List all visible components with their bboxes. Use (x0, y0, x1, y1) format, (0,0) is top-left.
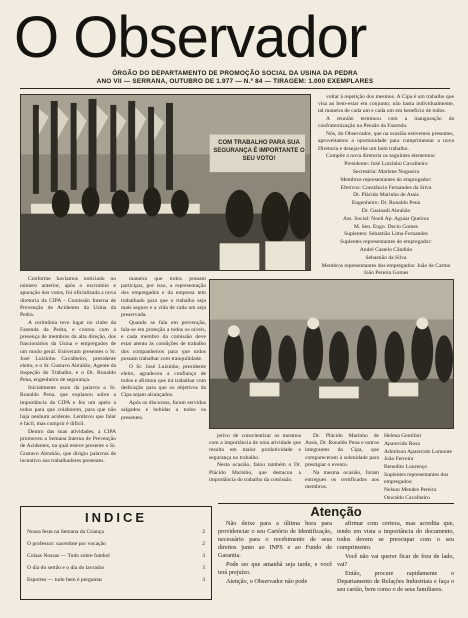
article-column-3: jetivo de conscientizar os mesmos com a importância de uma atividade que resulta em maior produtividade e segurança no trabalho. Nesta ocasião, falou também o Dr. Plácido Marinho, que destacou a importância do trabalho da comissão. (209, 433, 301, 483)
attention-left-column: Não deixe para a última hora para providenciar o seu Cartório de Identificação, necessário para o recebimento de seus direitos junto ao INPS e ao Fundo de Garantia. Pode ser que amanhã seja tarde, e você terá prejuízo. Atenção, o Observador não pode (218, 520, 332, 585)
index-item: O professor: sacerdote por vocação 2 (27, 541, 205, 547)
issue-line: ANO VII — SERRANA, OUTUBRO DE 1.977 — N.º 84 — TIRAGEM: 1.000 EXEMPLARES (96, 78, 374, 85)
org-line: ÓRGÃO DO DEPARTAMENTO DE PROMOÇÃO SOCIAL DA USINA DA PEDRA (112, 70, 358, 77)
article-column-2: maneira que todos possam participar, por isso, a representação dos empregados e da empresa tem trabalhado para que o trabalho seja mais seguro e a vida de cada um seja preservada. Quando se fala em prevenção, fala-se em proteção a todos os níveis, e cada membro da comissão deve estar atento às condições de trabalho dos companheiros para que todos possam trabalhar com tranquilidade. O Sr. José Luizinho, presidente eleito, agradeceu a confiança de todos e afirmou que irá trabalhar com dedicação para que os objetivos da Cipa sejam alcançados. Após os discursos, foram servidos salgados e bebidas a todos os presentes. (121, 276, 206, 421)
index-item: Coisas Nossas — Tudo sobre futebol 3 (27, 553, 205, 559)
ceremony-photo (20, 94, 311, 271)
attention-title: Atenção (310, 504, 362, 519)
newspaper-title: O Observador (14, 5, 367, 70)
gathering-photo (209, 279, 454, 429)
masthead-divider (20, 88, 450, 89)
attention-right-column: afirmar com certeza, mas acredita que, tendo em vista a importância do documento, todos devem se preocupar com o seu cumprimento. Você não vai querer ficar de fora de lado, vai? Então, procure rapidamente o Departamento de Relações Industriais e faça o seu cartão, bem como o de seus familiares. (337, 520, 454, 593)
index-title: INDICE (84, 510, 148, 525)
index-item: O dia do sertão e o dia do lavrador 3 (27, 565, 205, 571)
index-item: Nossa festa na Semana da Criança 2 (27, 529, 205, 535)
index-box (20, 506, 212, 600)
article-column-1: Conforme havíamos noticiado no número anterior, após o escrutínio e apuração dos votos, foi oficializada a nova diretoria da CIPA - Comissão Interna de Prevenção de Acidentes da Usina da Pedra. A cerimônia teve lugar no clube da Fazenda da Pedra, e contou com a presença de membros da alta direção, dos funcionários da Usina e empregados de um modo geral. Estiveram presentes o Sr. José Luizinho Cavalheiro, presidente eleito, e o Sr. Gustavo Abrahão, Agente da Inspeção do Trabalho, e o Dr. Ronaldo Pena, engenheiro de segurança. Inicialmente usou da palavra o Sr. Ronaldo Pena, que explanou sobre a importância da CIPA e fez um apelo a todos para que colaborem, para que não haja nenhum acidente. Lembrou que falar é fácil, mas cumprir é difícil. Dentro das suas atividades, a CIPA promoveu a Semana Interna de Prevenção de Acidentes, na qual esteve presente o Sr. Gustavo Abrahão, que dirigiu palavras de incentivo aos trabalhadores presentes. (20, 276, 116, 464)
article-column-5: Helena Gentilini Aparecido Rosa Admilson Aparecido Lumonte João Ferreira Benedito Lourenço Suplentes representantes dos empregados: Nelson Mendes Pereira Oswaldo Cavalheiro (384, 433, 453, 499)
banner-text: COM TRABALHO PARA SUA SEGURANÇA É IMPORTANTE O SEU VOTO! (213, 140, 305, 162)
right-column-text: voltar à repetição dos mesmos. A Cipa é um trabalho que visa ao bem-estar em conjunto; não basta individualmente, tal maneira de cada um e cada um em benefício de todos. A reunião terminou com a inauguração da confraternização na Pensão da Fazenda. Nós, do Observador, que na ocasião estivemos presentes, aproveitamos a oportunidade para cumprimentar a nova Diretoria e desejar-lhe um bom trabalho. Compõe a nova diretoria os seguintes elementos: Presidente: José Luizinho Cavalheiro Secretária: Marlene Nogueira Membros representantes do empregador: Efetivos: Constâncio Fernandes da Silva Dr. Plácido Marinho de Assis Engenheiro: Dr. Ronaldo Pena Dr. Gasinadi Abrahão Ass. Social: Noeli Ap. Aguiar Queiroz M. Sen. Engo. Decio Gomes Suplentes: Sebastião Lima Fernandes Suplentes representantes do empregador: André Castelo Cândido Sebastião da Silva Membros representantes dos empregados: João de Carmo João Pereira Gomes (318, 94, 454, 276)
article-column-4: Dr. Plácido Marinho de Assis, Dr. Ronaldo Pena e outros integrantes da Cipa, que compareceram à solenidade para prestigiar o evento. Na mesma ocasião, foram entregues os certificados aos membros. (305, 433, 379, 491)
index-item: Esportes — tudo bem é perguntar 3 (27, 577, 205, 583)
